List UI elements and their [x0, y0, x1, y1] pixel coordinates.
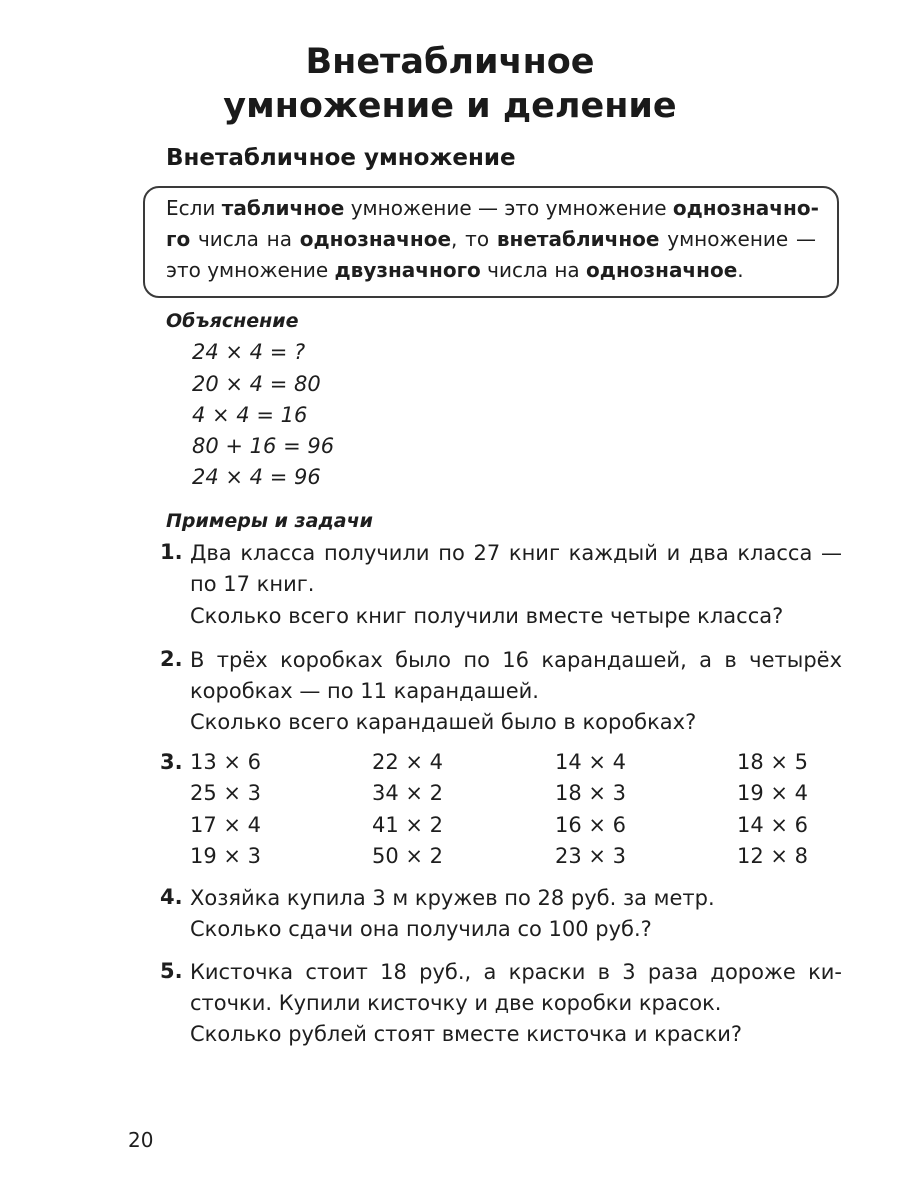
exercise-item: 50 × 2: [372, 844, 444, 868]
section-heading: Внетабличное умножение: [166, 145, 516, 171]
task-2-text: В трёх коробках было по 16 карандашей, а в четырёх: [190, 648, 842, 672]
rule-text: умножение —: [659, 227, 816, 251]
rule-term: однозначное: [586, 258, 738, 282]
rule-text: числа на: [480, 258, 587, 282]
explanation-label: Объяснение: [166, 310, 299, 332]
task-5-text: сточки. Купили кисточку и две коробки красок.: [190, 991, 722, 1015]
task-1-question: Сколько всего книг получили вместе четыре класса?: [190, 604, 784, 628]
explanation-line: 20 × 4 = 80: [192, 372, 321, 396]
exercise-item: 25 × 3: [190, 781, 262, 805]
rule-text: умножение — это умножение: [344, 196, 673, 220]
rule-term: однозначное: [299, 227, 452, 251]
explanation-line: 4 × 4 = 16: [192, 403, 308, 427]
task-number: 2.: [160, 647, 183, 671]
rule-line-1: [166, 193, 819, 223]
explanation-line: 24 × 4 = ?: [192, 340, 306, 364]
rule-term: табличное: [221, 196, 345, 220]
exercise-item: 19 × 3: [190, 844, 262, 868]
task-number: 4.: [160, 885, 183, 909]
exercise-item: 14 × 4: [555, 750, 627, 774]
rule-line-2: [166, 224, 816, 254]
exercise-item: 12 × 8: [737, 844, 809, 868]
page-title: [0, 40, 900, 128]
exercise-item: 13 × 6: [190, 750, 262, 774]
task-2-text: коробках — по 11 карандашей.: [190, 679, 539, 703]
exercise-item: 17 × 4: [190, 813, 262, 837]
exercise-item: 18 × 3: [555, 781, 627, 805]
task-5-text: Кисточка стоит 18 руб., а краски в 3 раза дороже ки-: [190, 960, 842, 984]
page-number: 20: [128, 1128, 154, 1152]
tasks-label: Примеры и задачи: [166, 510, 373, 532]
rule-line-3: [166, 255, 816, 285]
rule-term: внетабличное: [496, 227, 660, 251]
explanation-line: 24 × 4 = 96: [192, 465, 321, 489]
task-number: 1.: [160, 540, 183, 564]
task-4-text: Хозяйка купила 3 м кружев по 28 руб. за метр.: [190, 886, 715, 910]
rule-term: однозначно-: [672, 196, 819, 220]
rule-text: .: [737, 258, 744, 282]
title-line-2: умножение и деление: [223, 86, 677, 126]
exercise-item: 22 × 4: [372, 750, 444, 774]
exercise-item: 16 × 6: [555, 813, 627, 837]
task-number: 3.: [160, 750, 183, 774]
rule-text: это умножение: [166, 258, 335, 282]
task-5-question: Сколько рублей стоят вместе кисточка и краски?: [190, 1022, 743, 1046]
task-2-question: Сколько всего карандашей было в коробках?: [190, 710, 697, 734]
task-1-text: по 17 книг.: [190, 572, 315, 596]
task-4-question: Сколько сдачи она получила со 100 руб.?: [190, 917, 652, 941]
exercise-item: 14 × 6: [737, 813, 809, 837]
exercise-item: 18 × 5: [737, 750, 809, 774]
rule-term: двузначного: [334, 258, 481, 282]
rule-term: го: [166, 227, 191, 251]
rule-text: , то: [451, 227, 497, 251]
exercise-item: 23 × 3: [555, 844, 627, 868]
exercise-item: 34 × 2: [372, 781, 444, 805]
rule-text: числа на: [190, 227, 300, 251]
exercise-item: 19 × 4: [737, 781, 809, 805]
explanation-line: 80 + 16 = 96: [192, 434, 335, 458]
task-1-text: Два класса получили по 27 книг каждый и два класса —: [190, 541, 842, 565]
rule-text: Если: [166, 196, 222, 220]
exercise-item: 41 × 2: [372, 813, 444, 837]
title-line-1: Внетабличное: [305, 42, 595, 82]
task-number: 5.: [160, 959, 183, 983]
